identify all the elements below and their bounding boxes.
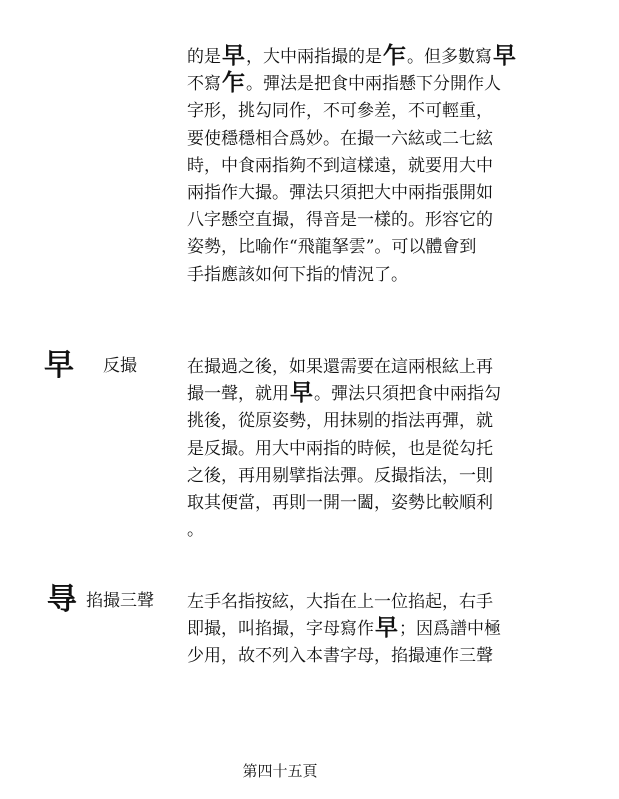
text-segment: 字形，挑勾同作，不可參差，不可輕重， [187, 101, 493, 122]
text-segment: 少用，故不列入本書字母，掐撮連作三聲 [187, 646, 493, 667]
inline-notation-glyph: 早 [493, 42, 516, 69]
fancuo-term-label: 反撮 [103, 356, 137, 376]
text-line [187, 381, 547, 408]
text-line [187, 643, 547, 670]
inline-notation-glyph: 早 [290, 379, 313, 407]
text-segment: 。彈法只須把食中兩指勾 [314, 384, 501, 405]
tacuo-symbol-icon: 㝵 [47, 582, 77, 617]
tacuo-paragraph [187, 589, 547, 671]
intro-paragraph [187, 44, 547, 289]
text-segment: 不寫 [187, 74, 221, 95]
text-segment: 之後，再用剔擘指法彈。反撮指法，一則 [187, 465, 493, 486]
inline-notation-glyph: 早 [222, 42, 245, 69]
text-segment: 時，中食兩指夠不到這樣遠，就要用大中 [187, 155, 493, 176]
text-line [187, 589, 547, 616]
text-line [187, 71, 547, 98]
text-segment: 左手名指按絃，大指在上一位掐起，右手 [187, 592, 493, 612]
text-segment: 。彈法是把食中兩指懸下分開作人 [246, 74, 501, 95]
tacuo-term-label: 掐撮三聲 [86, 591, 154, 611]
text-line [187, 616, 547, 643]
text-segment: 要使穩穩相合爲妙。在撮一六絃或二七絃 [187, 128, 493, 149]
inline-notation-glyph: 早 [375, 614, 398, 642]
text-segment: 取其便當，再則一開一闔，姿勢比較順利 [187, 492, 493, 513]
inline-notation-glyph: 乍 [383, 42, 406, 69]
text-segment: ，大中兩指撮的是 [246, 47, 382, 67]
text-line [187, 436, 547, 463]
text-line [187, 126, 547, 153]
inline-notation-glyph: 乍 [222, 69, 245, 97]
text-line [187, 98, 547, 125]
text-segment: 即撮，叫掐撮，字母寫作 [187, 619, 374, 640]
fancuo-symbol-icon: 早 [44, 348, 74, 383]
text-segment: 。 [187, 520, 204, 541]
text-segment: 是反撮。用大中兩指的時候，也是從勾托 [187, 438, 493, 459]
text-segment: 姿勢，比喻作“飛龍拏雲”。可以體會到 [187, 237, 477, 258]
page-number: 第四十五頁 [242, 762, 318, 780]
text-line [187, 463, 547, 490]
text-line [187, 354, 547, 381]
text-segment: 兩指作大撮。彈法只須把大中兩指張開如 [187, 182, 493, 203]
text-line [187, 234, 547, 261]
text-line [187, 153, 547, 180]
text-segment: 的是 [187, 47, 221, 67]
fancuo-paragraph [187, 354, 547, 544]
text-line [187, 207, 547, 234]
text-segment: 手指應該如何下指的情況了。 [187, 264, 408, 285]
text-line [187, 408, 547, 435]
text-segment: 。但多數寫 [407, 47, 492, 67]
text-segment: ；因爲譜中極 [399, 619, 501, 640]
text-line [187, 490, 547, 517]
text-line [187, 44, 547, 71]
text-line [187, 517, 547, 544]
text-line [187, 262, 547, 289]
text-segment: 在撮過之後，如果還需要在這兩根絃上再 [187, 357, 493, 377]
text-line [187, 180, 547, 207]
text-segment: 八字懸空直撮，得音是一樣的。形容它的 [187, 210, 493, 231]
text-segment: 挑後，從原姿勢，用抹剔的指法再彈，就 [187, 411, 493, 432]
text-segment: 撮一聲，就用 [187, 384, 289, 405]
